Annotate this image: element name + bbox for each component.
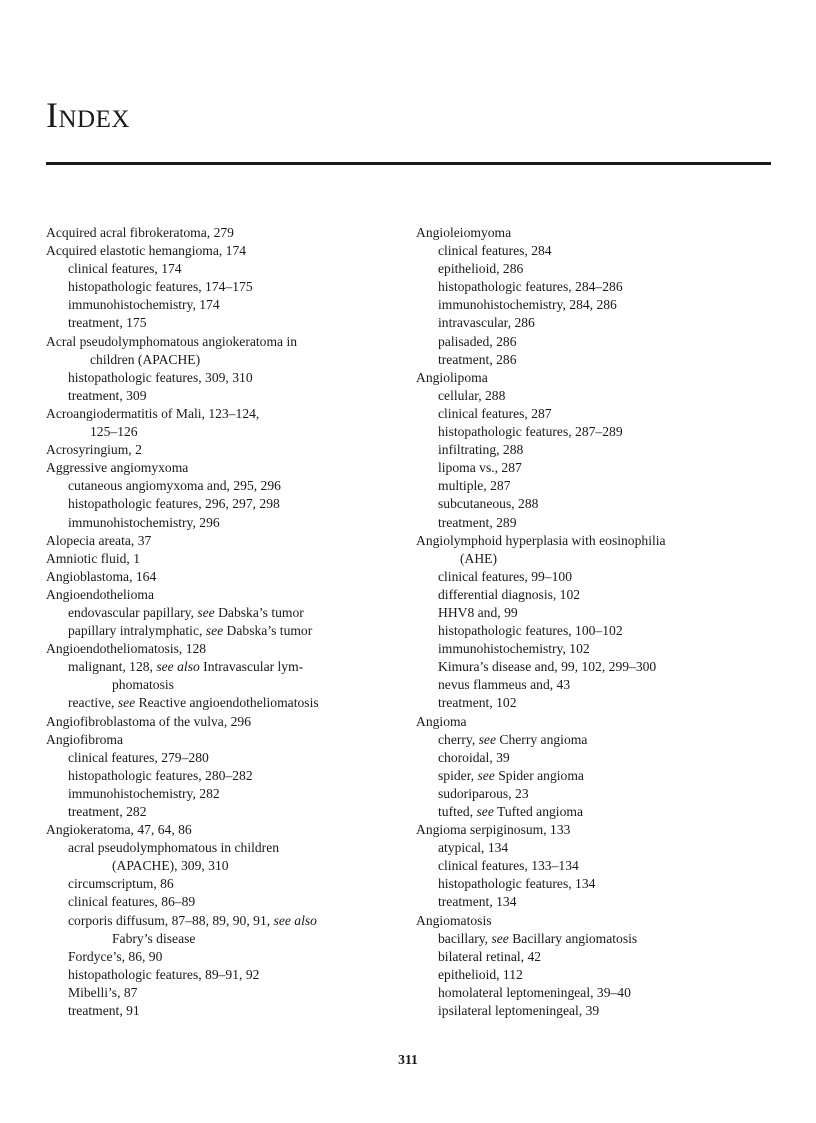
entry-text: Angiokeratoma, 47, 64, 86 [46, 822, 192, 838]
index-subentry [68, 1002, 391, 1020]
index-entry [46, 550, 391, 568]
index-subentry [438, 495, 771, 513]
page-title: Index [46, 95, 130, 135]
entry-text: clinical features, 86–89 [68, 894, 196, 910]
entry-text: histopathologic features, 287–289 [438, 424, 623, 440]
index-subentry [438, 296, 771, 314]
index-subentry [438, 622, 771, 640]
entry-text: Cherry angioma [496, 731, 588, 747]
index-entry [46, 224, 391, 242]
entry-text: Kimura’s disease and, 99, 102, 299–300 [438, 659, 657, 675]
index-subentry [438, 658, 771, 676]
entry-text: clinical features, 133–134 [438, 858, 579, 874]
index-subentry [68, 658, 391, 694]
entry-text: Angioleiomyoma [416, 225, 512, 240]
entry-text: Intravascular lym- [199, 659, 304, 675]
entry-text: atypical, 134 [438, 840, 509, 856]
index-subentry [438, 260, 771, 278]
entry-text: histopathologic features, 89–91, 92 [68, 966, 260, 982]
cross-reference-label: see [476, 804, 494, 819]
index-entry [46, 333, 391, 369]
index-subentry [68, 694, 391, 712]
index-subentry [438, 387, 771, 405]
index-subentry [438, 278, 771, 296]
entry-text: Fordyce’s, 86, 90 [68, 948, 163, 964]
entry-text: Bacillary angiomatosis [508, 930, 638, 946]
entry-text: clinical features, 284 [438, 243, 552, 259]
entry-text: intravascular, 286 [438, 315, 535, 331]
index-entry [416, 224, 771, 242]
cross-reference-label: see [477, 767, 495, 783]
index-subentry [438, 694, 771, 712]
entry-text: histopathologic features, 296, 297, 298 [68, 496, 280, 512]
index-subentry [438, 459, 771, 477]
entry-text: histopathologic features, 280–282 [68, 767, 253, 783]
entry-text: corporis diffusum, 87–88, 89, 90, 91, [68, 912, 274, 928]
index-subentry [68, 260, 391, 278]
index-subentry [68, 387, 391, 405]
entry-text: tufted, [438, 804, 477, 819]
entry-text: lipoma vs., 287 [438, 460, 522, 476]
index-subentry [438, 749, 771, 767]
entry-text: reactive, [68, 695, 118, 711]
entry-text: Dabska’s tumor [223, 623, 313, 639]
index-entry [416, 821, 771, 839]
index-subentry [438, 731, 771, 749]
index-subentry [68, 984, 391, 1002]
index-entry [46, 713, 391, 731]
cross-reference-label: see also [156, 659, 200, 675]
title-rule [46, 162, 771, 165]
index-subentry [68, 785, 391, 803]
index-subentry [438, 803, 771, 821]
index-subentry [68, 604, 391, 622]
entry-text: multiple, 287 [438, 478, 511, 494]
entry-text: clinical features, 99–100 [438, 568, 572, 584]
entry-text: Acquired acral fibrokeratoma, 279 [46, 225, 234, 240]
index-subentry [68, 966, 391, 984]
entry-text: ipsilateral leptomeningeal, 39 [438, 1003, 600, 1019]
index-subentry [68, 767, 391, 785]
entry-text: Reactive angioendotheliomatosis [135, 695, 319, 711]
index-entry [46, 731, 391, 749]
entry-text: HHV8 and, 99 [438, 604, 518, 620]
index-subentry [68, 803, 391, 821]
entry-text: cherry, [438, 731, 479, 747]
entry-text: nevus flammeus and, 43 [438, 677, 571, 693]
entry-text: sudoriparous, 23 [438, 785, 529, 801]
index-subentry [68, 622, 391, 640]
entry-text: Angioendotheliomatosis, 128 [46, 641, 207, 657]
index-subentry [68, 314, 391, 332]
index-subentry [68, 495, 391, 513]
entry-text: Angiolipoma [416, 369, 488, 385]
entry-continuation: 125–126 [90, 424, 138, 440]
index-subentry [68, 477, 391, 495]
entry-text: palisaded, 286 [438, 333, 517, 349]
index-subentry [438, 586, 771, 604]
entry-text: cellular, 288 [438, 387, 506, 403]
index-subentry [438, 333, 771, 351]
entry-text: Tufted angioma [493, 804, 583, 819]
entry-text: Angioma [416, 713, 467, 729]
index-subentry [438, 423, 771, 441]
index-entry [46, 821, 391, 839]
entry-text: endovascular papillary, [68, 604, 198, 620]
entry-text: treatment, 102 [438, 695, 517, 711]
index-subentry [438, 984, 771, 1002]
entry-text: immunohistochemistry, 174 [68, 297, 220, 313]
entry-text: histopathologic features, 134 [438, 876, 596, 892]
index-subentry [68, 369, 391, 387]
entry-text: Angiomatosis [416, 912, 492, 928]
entry-text: Angioblastoma, 164 [46, 568, 157, 584]
index-subentry [68, 278, 391, 296]
index-subentry [438, 405, 771, 423]
cross-reference-label: see [205, 623, 224, 639]
entry-text: Amniotic fluid, 1 [46, 550, 141, 566]
cross-reference-label: see [478, 731, 496, 747]
entry-text: histopathologic features, 309, 310 [68, 369, 253, 385]
entry-text: Acral pseudolymphomatous angiokeratoma in [46, 333, 298, 349]
index-entry [46, 405, 391, 441]
entry-text: treatment, 286 [438, 351, 517, 367]
index-subentry [438, 948, 771, 966]
entry-continuation: phomatosis [112, 677, 174, 693]
entry-text: treatment, 289 [438, 514, 517, 530]
index-subentry [438, 676, 771, 694]
entry-text: homolateral leptomeningeal, 39–40 [438, 984, 631, 1000]
entry-text: Acquired elastotic hemangioma, 174 [46, 243, 247, 259]
entry-text: Dabska’s tumor [214, 604, 304, 620]
cross-reference-label: see also [273, 912, 317, 928]
entry-text: treatment, 175 [68, 315, 147, 331]
index-entry [46, 459, 391, 477]
cross-reference-label: see [117, 695, 136, 711]
entry-text: Angiofibroblastoma of the vulva, 296 [46, 713, 252, 729]
entry-text: infiltrating, 288 [438, 442, 524, 458]
entry-text: Acrosyringium, 2 [46, 442, 142, 458]
entry-text: Alopecia areata, 37 [46, 532, 152, 548]
index-entry [46, 568, 391, 586]
entry-text: circumscriptum, 86 [68, 876, 174, 892]
entry-text: Acroangiodermatitis of Mali, 123–124, [46, 405, 260, 421]
index-subentry [438, 893, 771, 911]
index-subentry [68, 296, 391, 314]
index-subentry [438, 514, 771, 532]
entry-text: epithelioid, 286 [438, 261, 524, 277]
entry-text: subcutaneous, 288 [438, 496, 539, 512]
entry-text: treatment, 134 [438, 894, 517, 910]
index-subentry [438, 1002, 771, 1020]
index-subentry [438, 785, 771, 803]
index-subentry [68, 948, 391, 966]
index-subentry [438, 242, 771, 260]
entry-text: Angioma serpiginosum, 133 [416, 822, 571, 838]
index-entry [46, 532, 391, 550]
cross-reference-label: see [197, 604, 215, 620]
index-subentry [68, 839, 391, 875]
index-entry [46, 441, 391, 459]
entry-text: clinical features, 287 [438, 405, 552, 421]
entry-text: bilateral retinal, 42 [438, 948, 542, 964]
page-number: 311 [398, 1052, 418, 1067]
entry-text: Angiolymphoid hyperplasia with eosinophilia [416, 532, 666, 548]
index-entry [46, 586, 391, 604]
index-subentry [438, 351, 771, 369]
entry-text: differential diagnosis, 102 [438, 586, 581, 602]
entry-continuation: (AHE) [460, 550, 497, 566]
index-column-left [46, 224, 391, 1020]
entry-text: histopathologic features, 174–175 [68, 279, 253, 295]
entry-text: immunohistochemistry, 102 [438, 641, 590, 657]
entry-text: clinical features, 279–280 [68, 749, 209, 765]
entry-text: histopathologic features, 284–286 [438, 279, 623, 295]
index-entry [416, 369, 771, 387]
index-subentry [438, 767, 771, 785]
index-subentry [438, 568, 771, 586]
entry-continuation: children (APACHE) [90, 351, 201, 367]
entry-text: clinical features, 174 [68, 261, 182, 277]
index-subentry [438, 930, 771, 948]
entry-text: treatment, 91 [68, 1003, 140, 1019]
entry-text: Angiofibroma [46, 731, 124, 747]
index-subentry [68, 514, 391, 532]
index-entry [416, 532, 771, 568]
entry-text: choroidal, 39 [438, 749, 510, 765]
index-subentry [438, 441, 771, 459]
entry-text: immunohistochemistry, 282 [68, 785, 220, 801]
index-subentry [438, 314, 771, 332]
entry-text: immunohistochemistry, 284, 286 [438, 297, 617, 313]
index-entry [416, 912, 771, 930]
index-entry [46, 242, 391, 260]
index-subentry [438, 966, 771, 984]
entry-continuation: Fabry’s disease [112, 930, 196, 946]
index-subentry [438, 477, 771, 495]
index-entry [416, 713, 771, 731]
index-column-right [416, 224, 771, 1020]
entry-text: Mibelli’s, 87 [68, 984, 138, 1000]
entry-text: treatment, 309 [68, 387, 147, 403]
index-subentry [438, 875, 771, 893]
index-subentry [68, 912, 391, 948]
entry-text: epithelioid, 112 [438, 966, 523, 982]
entry-text: papillary intralymphatic, [68, 623, 206, 639]
entry-text: treatment, 282 [68, 804, 147, 819]
entry-text: Aggressive angiomyxoma [46, 460, 189, 476]
entry-text: Spider angioma [494, 767, 584, 783]
index-subentry [68, 749, 391, 767]
index-subentry [68, 893, 391, 911]
index-subentry [438, 839, 771, 857]
entry-text: malignant, 128, [68, 659, 157, 675]
index-subentry [68, 875, 391, 893]
entry-text: immunohistochemistry, 296 [68, 514, 220, 530]
entry-text: bacillary, [438, 930, 492, 946]
entry-text: acral pseudolymphomatous in children [68, 840, 280, 856]
entry-text: spider, [438, 767, 478, 783]
index-subentry [438, 604, 771, 622]
entry-text: histopathologic features, 100–102 [438, 623, 623, 639]
entry-text: Angioendothelioma [46, 586, 154, 602]
index-subentry [438, 857, 771, 875]
index-subentry [438, 640, 771, 658]
cross-reference-label: see [491, 930, 509, 946]
entry-continuation: (APACHE), 309, 310 [112, 858, 229, 874]
index-entry [46, 640, 391, 658]
entry-text: cutaneous angiomyxoma and, 295, 296 [68, 478, 281, 494]
